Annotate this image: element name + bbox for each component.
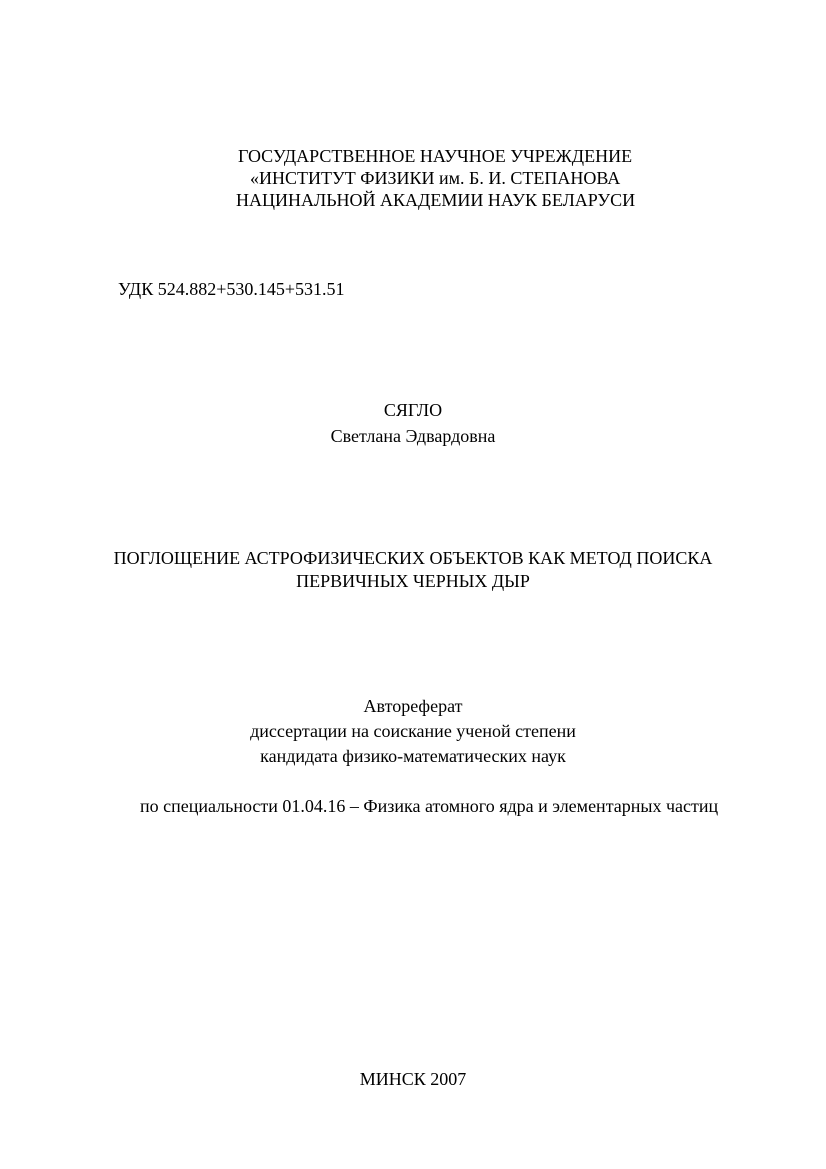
institution-line-1: ГОСУДАРСТВЕННОЕ НАУЧНОЕ УЧРЕЖДЕНИЕ [238, 146, 633, 166]
thesis-title-line-2: ПЕРВИЧНЫХ ЧЕРНЫХ ДЫР [296, 571, 530, 591]
abstract-line-1: Автореферат [363, 696, 463, 716]
author-given-names: Светлана Эдвардовна [330, 426, 496, 446]
institution-line-3: НАЦИНАЛЬНОЙ АКАДЕМИИ НАУК БЕЛАРУСИ [236, 190, 636, 210]
abstract-line-2: диссертации на соискание ученой степени [250, 721, 576, 741]
thesis-title-line-1: ПОГЛОЩЕНИЕ АСТРОФИЗИЧЕСКИХ ОБЪЕКТОВ КАК МЕТОД ПОИСКА [113, 548, 713, 568]
udk-code: УДК 524.882+530.145+531.51 [118, 279, 345, 299]
institution-line-2: «ИНСТИТУТ ФИЗИКИ им. Б. И. СТЕПАНОВА [250, 168, 621, 188]
place-year: МИНСК 2007 [359, 1069, 467, 1089]
abstract-line-3: кандидата физико-математических наук [260, 746, 566, 766]
author-surname: СЯГЛО [383, 400, 443, 420]
specialty-line: по специальности 01.04.16 – Физика атомного ядра и элементарных частиц [140, 796, 719, 816]
